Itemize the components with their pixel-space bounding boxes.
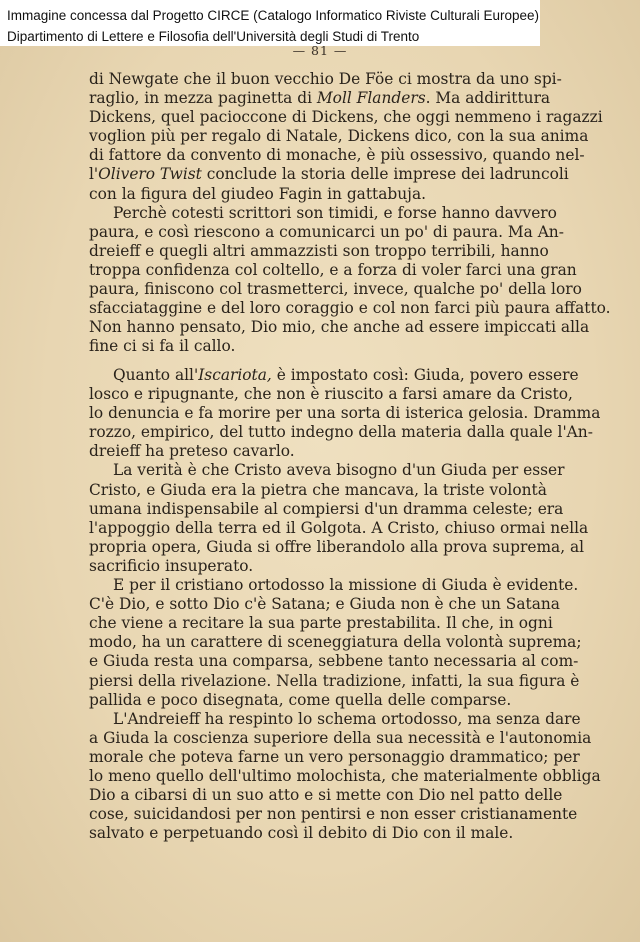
text-line: l'appoggio della terra ed il Golgota. A Cristo, chiuso ormai nella [89, 518, 589, 537]
text-line: C'è Dio, e sotto Dio c'è Satana; e Giuda non è che un Satana [89, 595, 560, 614]
text-line: Cristo, e Giuda era la pietra che mancava, la triste volontà [89, 480, 547, 499]
text-line: dreieff ha preteso cavarlo. [89, 442, 295, 461]
italic-title-moll-flanders: Moll Flanders [316, 89, 426, 108]
text-line: Perchè cotesti scrittori son timidi, e forse hanno davvero [113, 203, 557, 222]
text-line: di fattore da convento di monache, è più ossessivo, quando nel- [89, 146, 585, 165]
italic-title-olivero-twist: Olivero Twist [98, 165, 202, 184]
text-line: con la figura del giudeo Fagin in gattabuja. [89, 184, 427, 203]
text-line: e Giuda resta una comparsa, sebbene tanto necessaria al com- [89, 652, 579, 671]
text-line: pallida e poco disegnata, come quella delle comparse. [89, 690, 512, 709]
text-line: troppa confidenza col coltello, e a forza di voler farci una gran [89, 260, 577, 279]
text-line: morale che poteva farne un vero personaggio drammatico; per [89, 747, 580, 766]
text-line: losco e ripugnante, che non è riuscito a farsi amare da Cristo, [89, 385, 573, 404]
text-line: fine ci si fa il callo. [89, 337, 236, 356]
paragraph-block-iscariota [89, 366, 601, 843]
paragraph-block-dickens [89, 70, 611, 356]
text-line: di Newgate che il buon vecchio De Föe ci mostra da uno spi- [89, 70, 562, 88]
text-line: Dickens, quel pacioccone di Dickens, che oggi nemmeno i ragazzi [89, 108, 603, 127]
text-line: sfacciataggine e del loro coraggio e col non farci più paura affatto. [89, 299, 611, 318]
credit-banner [0, 0, 540, 46]
text-line: Dio a cibarsi di un suo atto e si mette con Dio nel patto delle [89, 786, 563, 805]
text-line: rozzo, empirico, del tutto indegno della materia dalla quale l'An- [89, 423, 593, 442]
text-line: raglio, in mezza paginetta di Moll Flanders. Ma addirittura [89, 89, 551, 108]
text-line: umana indispensabile al compiersi d'un dramma celeste; era [89, 499, 564, 518]
text-line: l'Olivero Twist conclude la storia delle imprese dei ladruncoli [89, 165, 569, 184]
text-line: a Giuda la coscienza superiore della sua necessità e l'autonomia [89, 728, 592, 747]
text-line: L'Andreieff ha respinto lo schema ortodosso, ma senza dare [113, 709, 581, 728]
page-number: — 81 — [292, 43, 348, 58]
text-line: sacrificio insuperato. [89, 556, 254, 575]
text-line: voglion più per regalo di Natale, Dickens dico, con la sua anima [89, 127, 589, 146]
text-line: La verità è che Cristo aveva bisogno d'un Giuda per esser [113, 461, 565, 480]
text-line: modo, ha un carattere di sceneggiatura della volontà suprema; [89, 633, 582, 652]
text-line: paura, finiscono col trasmetterci, invece, qualche po' della loro [89, 280, 582, 299]
text-line: lo meno quello dell'ultimo molochista, che materialmente obbliga [89, 766, 601, 785]
italic-title-iscariota: Iscariota, [198, 366, 272, 384]
text-line: dreieff e quegli altri ammazzisti son troppo terribili, hanno [89, 241, 549, 260]
text-line: paura, e così riescono a comunicarci un po' di paura. Ma An- [89, 222, 564, 241]
text-line: cose, suicidandosi per non pentirsi e non esser cristianamente [89, 805, 578, 824]
text-line: salvato e perpetuando così il debito di Dio con il male. [89, 824, 514, 843]
text-line: che viene a recitare la sua parte prestabilita. Il che, in ogni [89, 614, 553, 633]
text-line: E per il cristiano ortodosso la missione di Giuda è evidente. [113, 576, 579, 595]
text-line: piersi della rivelazione. Nella tradizione, infatti, la sua figura è [89, 671, 580, 690]
text-line: Non hanno pensato, Dio mio, che anche ad essere impiccati alla [89, 318, 590, 337]
text-line: Quanto all'Iscariota, è impostato così: Giuda, povero essere [113, 366, 579, 384]
credit-line-2: Dipartimento di Lettere e Filosofia dell'Università degli Studi di Trento [7, 29, 420, 44]
text-line: lo denuncia e fa morire per una sorta di isterica gelosia. Dramma [89, 404, 601, 423]
text-line: propria opera, Giuda si offre liberandolo alla prova suprema, al [89, 537, 585, 556]
credit-line-1: Immagine concessa dal Progetto CIRCE (Catalogo Informatico Riviste Culturali Europee) [7, 8, 539, 23]
